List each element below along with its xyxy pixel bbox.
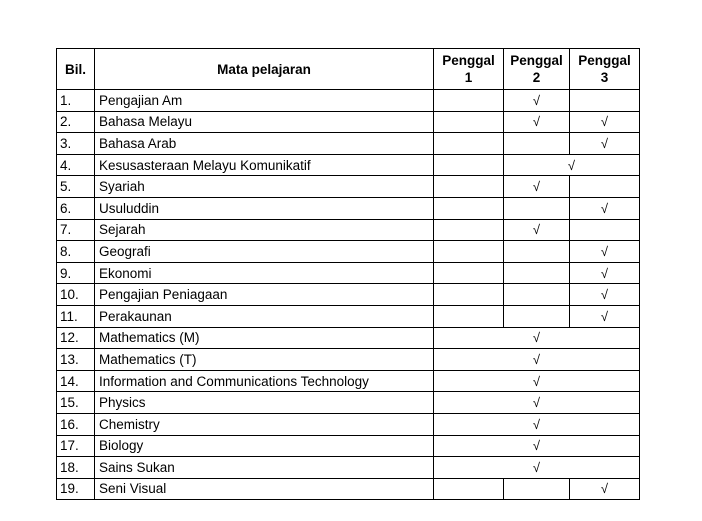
check-cell-penggal-3: √ (570, 133, 640, 155)
subject-name: Bahasa Arab (95, 133, 434, 155)
subject-name: Perakaunan (95, 305, 434, 327)
row-number: 18. (57, 457, 95, 479)
table-row (57, 327, 640, 349)
row-number: 14. (57, 370, 95, 392)
row-number: 16. (57, 413, 95, 435)
subject-name: Geografi (95, 241, 434, 263)
subject-name: Sains Sukan (95, 457, 434, 479)
check-cell-penggal-2 (504, 284, 570, 306)
check-cell-penggal-1 (434, 478, 504, 500)
table-row (57, 219, 640, 241)
subject-name: Physics (95, 392, 434, 414)
subject-name: Chemistry (95, 413, 434, 435)
row-number: 4. (57, 154, 95, 176)
check-cell-penggal-3: √ (570, 241, 640, 263)
check-cell-penggal-1 (434, 219, 504, 241)
header-penggal-1-label: Penggal 1 (442, 53, 495, 85)
check-cell-penggal-2 (504, 197, 570, 219)
check-cell-penggal-3 (570, 90, 640, 112)
subject-name: Biology (95, 435, 434, 457)
row-number: 17. (57, 435, 95, 457)
header-penggal-3-label: Penggal 3 (578, 53, 631, 85)
table-row (57, 392, 640, 414)
check-cell-penggal-1 (434, 284, 504, 306)
subject-name: Syariah (95, 176, 434, 198)
table-row (57, 370, 640, 392)
row-number: 12. (57, 327, 95, 349)
check-cell-all-penggal: √ (434, 413, 640, 435)
row-number: 1. (57, 90, 95, 112)
check-cell-penggal-3 (570, 176, 640, 198)
header-penggal-3 (570, 49, 640, 90)
table-row (57, 133, 640, 155)
check-cell-all-penggal: √ (434, 435, 640, 457)
check-cell-penggal-3: √ (570, 478, 640, 500)
table-header (57, 49, 640, 90)
check-cell-all-penggal: √ (434, 457, 640, 479)
check-cell-penggal-1 (434, 197, 504, 219)
subject-name: Sejarah (95, 219, 434, 241)
subject-name: Usuluddin (95, 197, 434, 219)
row-number: 5. (57, 176, 95, 198)
check-cell-all-penggal: √ (434, 392, 640, 414)
check-cell-penggal-1 (434, 241, 504, 263)
subject-name: Kesusasteraan Melayu Komunikatif (95, 154, 434, 176)
row-number: 15. (57, 392, 95, 414)
subject-name: Seni Visual (95, 478, 434, 500)
row-number: 9. (57, 262, 95, 284)
header-row (57, 49, 640, 90)
check-cell-penggal-1 (434, 305, 504, 327)
check-cell-penggal-2 (504, 478, 570, 500)
table-row (57, 349, 640, 371)
check-cell-penggal-2: √ (504, 219, 570, 241)
row-number: 3. (57, 133, 95, 155)
subject-name: Bahasa Melayu (95, 111, 434, 133)
subject-name: Pengajian Am (95, 90, 434, 112)
check-cell-penggal-3: √ (570, 305, 640, 327)
check-cell-all-penggal: √ (434, 349, 640, 371)
header-penggal-1 (434, 49, 504, 90)
subject-name: Ekonomi (95, 262, 434, 284)
row-number: 19. (57, 478, 95, 500)
check-cell-penggal-1 (434, 133, 504, 155)
row-number: 11. (57, 305, 95, 327)
table-row (57, 305, 640, 327)
subject-name: Mathematics (T) (95, 349, 434, 371)
table-row (57, 197, 640, 219)
check-cell-penggal-1 (434, 154, 504, 176)
check-cell-penggal-1 (434, 262, 504, 284)
table-row (57, 111, 640, 133)
check-cell-penggal-3 (570, 219, 640, 241)
table-row (57, 478, 640, 500)
table-row (57, 413, 640, 435)
check-cell-penggal-3: √ (570, 262, 640, 284)
subject-name: Mathematics (M) (95, 327, 434, 349)
table-row (57, 457, 640, 479)
table-row (57, 90, 640, 112)
row-number: 8. (57, 241, 95, 263)
check-cell-penggal-1 (434, 90, 504, 112)
check-cell-penggal-2 (504, 262, 570, 284)
header-subject: Mata pelajaran (95, 49, 434, 90)
row-number: 10. (57, 284, 95, 306)
check-cell-penggal-1 (434, 176, 504, 198)
header-penggal-2-label: Penggal 2 (510, 53, 563, 85)
check-cell-penggal-2 (504, 133, 570, 155)
subject-name: Pengajian Peniagaan (95, 284, 434, 306)
row-number: 6. (57, 197, 95, 219)
table-row (57, 241, 640, 263)
check-cell-penggal-3: √ (570, 111, 640, 133)
table-row (57, 154, 640, 176)
check-cell-penggal-2: √ (504, 111, 570, 133)
table-body (57, 90, 640, 500)
row-number: 13. (57, 349, 95, 371)
table-row (57, 284, 640, 306)
table-row (57, 176, 640, 198)
check-cell-penggal-2-3: √ (504, 154, 640, 176)
header-penggal-2 (504, 49, 570, 90)
check-cell-penggal-3: √ (570, 284, 640, 306)
row-number: 2. (57, 111, 95, 133)
table-row (57, 262, 640, 284)
table-row (57, 435, 640, 457)
check-cell-all-penggal: √ (434, 370, 640, 392)
subjects-table (56, 48, 640, 500)
check-cell-all-penggal: √ (434, 327, 640, 349)
subject-name: Information and Communications Technology (95, 370, 434, 392)
check-cell-penggal-2 (504, 305, 570, 327)
row-number: 7. (57, 219, 95, 241)
check-cell-penggal-3: √ (570, 197, 640, 219)
check-cell-penggal-1 (434, 111, 504, 133)
header-bil: Bil. (57, 49, 95, 90)
check-cell-penggal-2: √ (504, 176, 570, 198)
check-cell-penggal-2: √ (504, 90, 570, 112)
check-cell-penggal-2 (504, 241, 570, 263)
